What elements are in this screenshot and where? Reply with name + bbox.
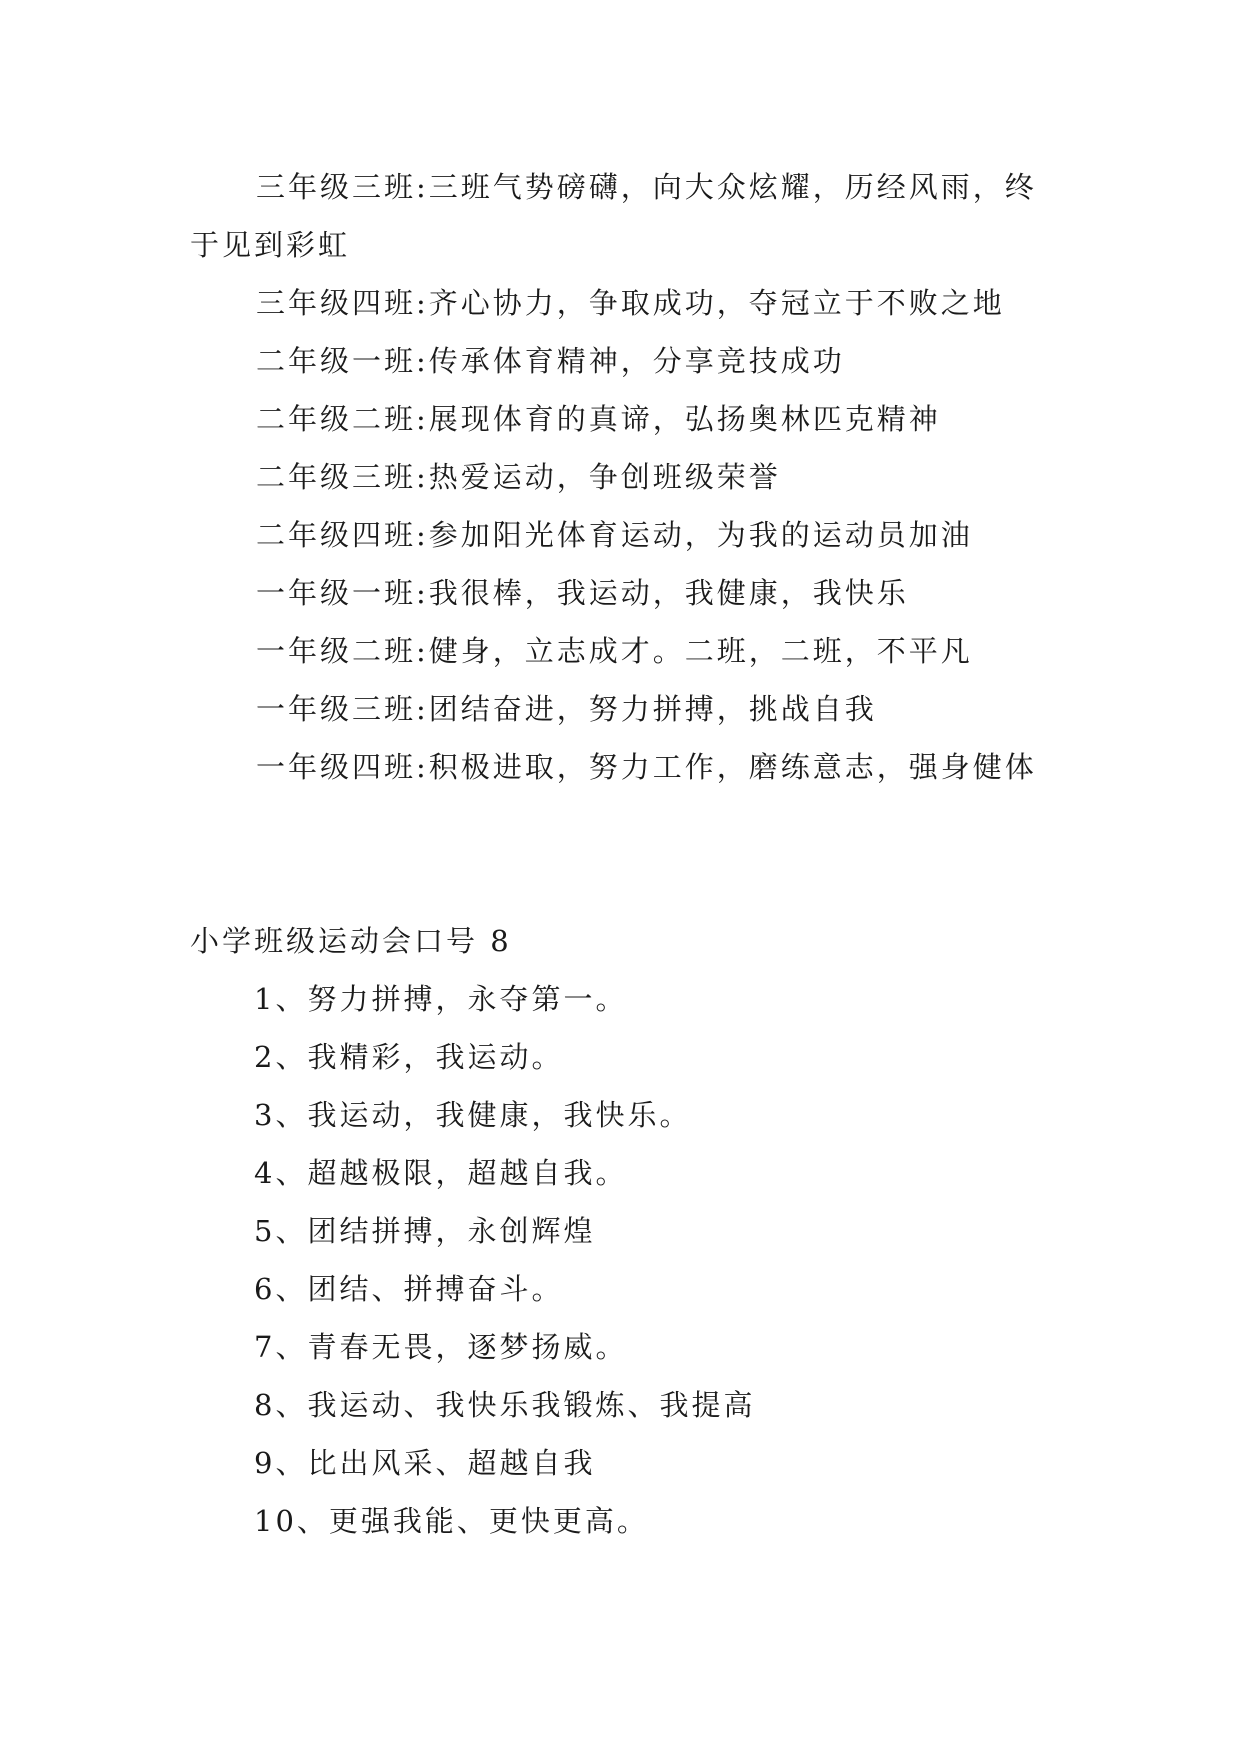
- list-item: 10、更强我能、更快更高。: [254, 1504, 649, 1538]
- list-item: 9、比出风采、超越自我: [254, 1446, 596, 1480]
- list-item: 5、团结拼搏，永创辉煌: [254, 1214, 596, 1248]
- slogan-paragraph: 三年级四班:齐心协力，争取成功，夺冠立于不败之地: [256, 286, 1005, 320]
- list-item: 1、努力拼搏，永夺第一。: [254, 982, 628, 1016]
- slogan-paragraph: 二年级一班:传承体育精神，分享竞技成功: [256, 344, 845, 378]
- slogan-paragraph: 二年级四班:参加阳光体育运动，为我的运动员加油: [256, 518, 973, 552]
- section-title: 小学班级运动会口号 8: [190, 924, 512, 958]
- list-item: 3、我运动，我健康，我快乐。: [254, 1098, 692, 1132]
- slogan-paragraph: 一年级二班:健身，立志成才。二班，二班，不平凡: [256, 634, 973, 668]
- slogan-paragraph: 二年级三班:热爱运动，争创班级荣誉: [256, 460, 781, 494]
- list-item: 6、团结、拼搏奋斗。: [254, 1272, 564, 1306]
- slogan-paragraph: 二年级二班:展现体育的真谛，弘扬奥林匹克精神: [256, 402, 941, 436]
- list-item: 8、我运动、我快乐我锻炼、我提高: [254, 1388, 756, 1422]
- slogan-paragraph: 一年级一班:我很棒，我运动，我健康，我快乐: [256, 576, 909, 610]
- slogan-paragraph: 一年级三班:团结奋进，努力拼搏，挑战自我: [256, 692, 877, 726]
- list-item: 4、超越极限，超越自我。: [254, 1156, 628, 1190]
- slogan-paragraph: 一年级四班:积极进取，努力工作，磨练意志，强身健体: [256, 750, 1037, 784]
- list-item: 2、我精彩，我运动。: [254, 1040, 564, 1074]
- list-item: 7、青春无畏，逐梦扬威。: [254, 1330, 628, 1364]
- section-8: [190, 912, 1060, 1550]
- slogan-paragraph: 三年级三班:三班气势磅礴，向大众炫耀，历经风雨，终于见到彩虹: [190, 170, 1037, 262]
- class-slogans: [190, 158, 1060, 796]
